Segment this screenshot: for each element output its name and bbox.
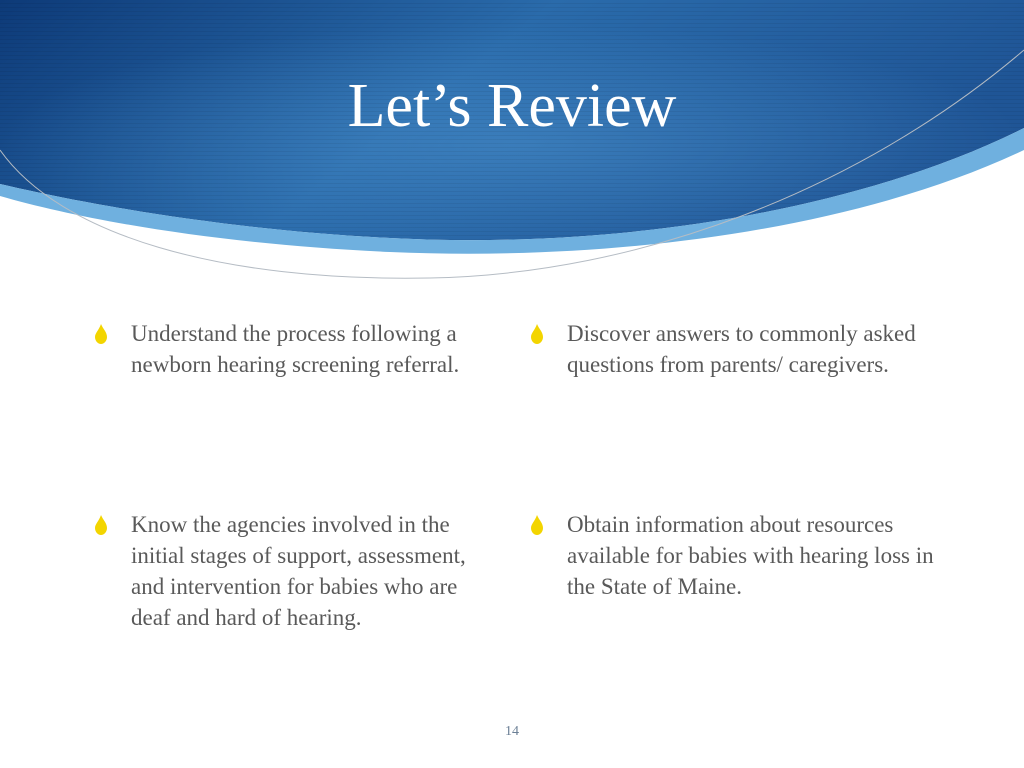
- bullet-item: [567, 318, 947, 380]
- slide-title: Let’s Review: [347, 72, 677, 140]
- bullet-text: Obtain information about resources available for babies with hearing loss in the State of Maine.: [567, 512, 934, 599]
- bullet-item: [567, 509, 947, 602]
- bullet-text: Discover answers to commonly asked questions from parents/ caregivers.: [567, 321, 916, 377]
- bullet-text: Understand the process following a newborn hearing screening referral.: [131, 321, 460, 377]
- flame-bullet-icon: [94, 515, 108, 535]
- flame-bullet-icon: [530, 324, 544, 344]
- flame-bullet-icon: [530, 515, 544, 535]
- bullet-text: Know the agencies involved in the initial stages of support, assessment, and intervention for babies who are deaf and hard of hearing.: [131, 512, 466, 630]
- page-number: 14: [505, 724, 519, 739]
- header-banner: [0, 0, 1024, 300]
- bullet-item: [131, 318, 501, 380]
- bullet-item: [131, 509, 501, 633]
- flame-bullet-icon: [94, 324, 108, 344]
